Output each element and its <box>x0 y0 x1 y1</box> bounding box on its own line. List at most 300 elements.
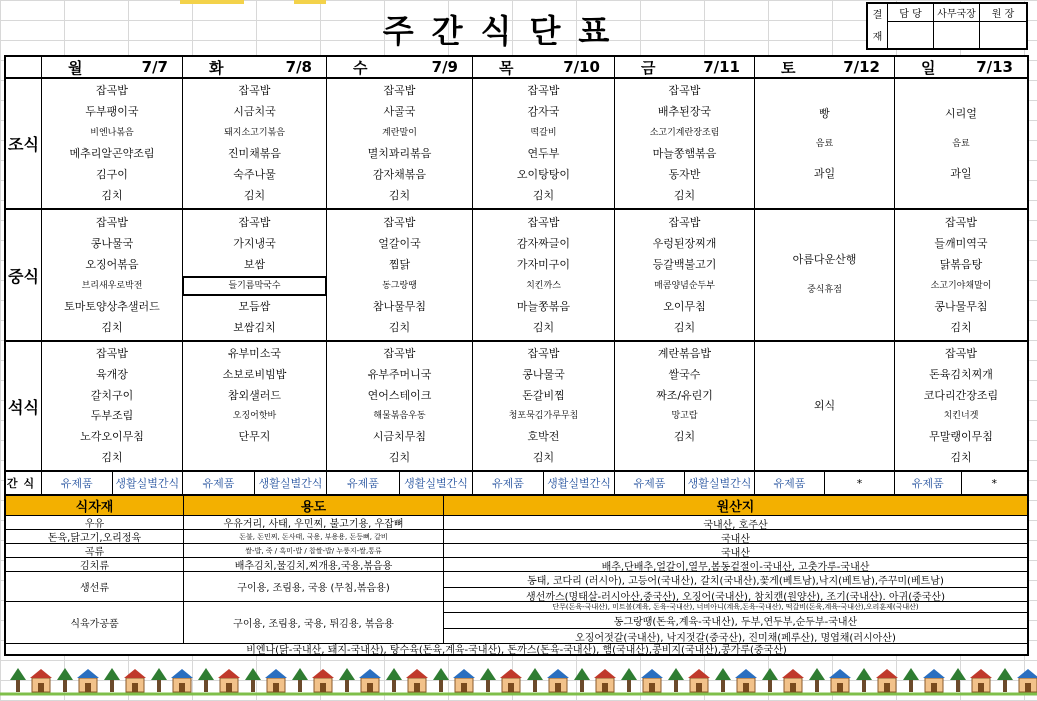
origin-source: 동태, 코다리 (러시아), 고등어(국내산), 갈치(국내산),꽃게(베트남),낙지(베트남),주꾸미(베트남) 생선까스(명태살-러시아산,중국산), 오징어(국내산), 참치캔(원양산), 조기(국내산). 아귀(중국산) <box>444 572 1027 601</box>
house-door-icon <box>508 683 514 692</box>
menu-item: 청포묵김가루무침 <box>508 411 579 422</box>
menu-item: 매콤양념순두부 <box>654 280 715 291</box>
day-header <box>183 57 327 79</box>
house-door-icon <box>179 683 185 692</box>
menu-item: 잡곡밥 <box>96 84 128 98</box>
menu-item: 김치 <box>101 320 123 334</box>
menu-item: 우렁된장찌개 <box>652 236 717 250</box>
menu-item: 감자국 <box>527 105 560 119</box>
menu-item: 모듬쌈 <box>238 299 271 313</box>
menu-item: 진미채볶음 <box>227 146 282 160</box>
house-roof-icon <box>594 669 616 678</box>
menu-item: 가자미구이 <box>516 257 571 271</box>
house-door-icon <box>978 683 984 692</box>
house-door-icon <box>414 683 420 692</box>
tree-trunk-icon <box>533 680 537 692</box>
meal-label-breakfast: 조식 <box>6 79 42 210</box>
tree-trunk-icon <box>63 680 67 692</box>
tree-icon <box>950 668 966 680</box>
house-door-icon <box>85 683 91 692</box>
menu-item: 무말랭이무침 <box>929 429 993 443</box>
origin-use: 돈불, 돈민찌, 돈사태, 국용, 부용용, 돈등뼈, 갈비 <box>184 530 444 543</box>
snack-item: 유제품 <box>492 477 524 490</box>
menu-item: 유부미소국 <box>227 347 282 361</box>
menu-item: 메추리알곤약조림 <box>69 146 155 160</box>
menu-cell-dinner[interactable] <box>327 342 473 472</box>
house-door-icon <box>1025 683 1031 692</box>
house-roof-icon <box>688 669 710 678</box>
menu-item: 잡곡밥 <box>383 215 416 229</box>
tree-icon <box>903 668 919 680</box>
corner-cell <box>6 57 42 79</box>
menu-cell-dinner[interactable] <box>473 342 615 472</box>
origin-category: 우유 <box>6 516 184 529</box>
meal-label-dinner: 석식 <box>6 342 42 472</box>
snack-cell[interactable] <box>473 472 615 494</box>
menu-cell-breakfast[interactable] <box>615 79 755 210</box>
page-title: 주간식단표 <box>382 12 628 50</box>
menu-item: 김치 <box>673 429 696 443</box>
menu-cell-dinner[interactable] <box>183 342 327 472</box>
menu-item: 잡곡밥 <box>96 347 128 361</box>
menu-cell-breakfast[interactable] <box>183 79 327 210</box>
origin-source: 국내산 <box>721 534 750 545</box>
house-roof-icon <box>359 669 381 678</box>
house-roof-icon <box>453 669 475 678</box>
approval-sign-cell[interactable] <box>888 22 934 48</box>
menu-item: 들기름막국수 <box>183 276 327 296</box>
approval-box <box>866 2 1028 50</box>
menu-item: 닭볶음탕 <box>939 257 983 271</box>
tree-trunk-icon <box>392 680 396 692</box>
menu-cell-lunch[interactable] <box>895 210 1027 342</box>
origin-row <box>6 572 1027 602</box>
menu-item: 오징어볶음 <box>85 257 139 271</box>
house-door-icon <box>602 683 608 692</box>
day-date: 7/12 <box>843 58 880 76</box>
tree-icon <box>104 668 120 680</box>
menu-item: 김치 <box>532 188 555 202</box>
day-date: 7/7 <box>141 58 168 76</box>
menu-item: 소고기계란장조림 <box>649 128 720 139</box>
house-door-icon <box>273 683 279 692</box>
tree-trunk-icon <box>674 680 678 692</box>
tree-icon <box>57 668 73 680</box>
house-door-icon <box>649 683 655 692</box>
menu-item: 콩나물국 <box>522 367 565 381</box>
menu-item: 김치 <box>950 320 972 334</box>
menu-cell-dinner[interactable] <box>615 342 755 472</box>
approval-sign-cell[interactable] <box>934 22 980 48</box>
menu-cell-breakfast[interactable] <box>473 79 615 210</box>
menu-item: 숙주나물 <box>233 167 276 181</box>
menu-item: 들깨미역국 <box>934 236 988 250</box>
snack-cell[interactable] <box>327 472 473 494</box>
origin-row <box>6 530 1027 544</box>
menu-item: 코다리간장조림 <box>923 388 999 402</box>
menu-item: 김치 <box>101 188 123 202</box>
day-name: 월 <box>68 58 83 77</box>
origin-category: 김치류 <box>6 558 184 571</box>
house-roof-icon <box>500 669 522 678</box>
menu-item: 음료 <box>952 138 970 149</box>
tree-icon <box>715 668 731 680</box>
tree-icon <box>527 668 543 680</box>
menu-item: 김치 <box>388 320 411 334</box>
menu-cell-dinner[interactable] <box>755 342 895 472</box>
menu-item: 계란말이 <box>382 128 417 139</box>
house-roof-icon <box>829 669 851 678</box>
menu-item: 김치 <box>388 450 411 464</box>
menu-item: 감자채볶음 <box>372 167 427 181</box>
menu-cell-breakfast[interactable] <box>755 79 895 210</box>
approval-label-bottom: 재 <box>868 22 888 48</box>
house-roof-icon <box>406 669 428 678</box>
menu-item: 동그랑땡 <box>382 280 417 291</box>
menu-item: 참외샐러드 <box>227 388 282 402</box>
meal-label-snack: 간식 <box>6 472 42 494</box>
tree-trunk-icon <box>909 680 913 692</box>
origin-category: 돈육,닭고기,오리정육 <box>6 530 184 543</box>
menu-item: 콩나물무침 <box>934 299 988 313</box>
menu-item: 과일 <box>813 166 836 180</box>
day-name: 수 <box>353 58 368 77</box>
tree-trunk-icon <box>1003 680 1007 692</box>
menu-item: 찜닭 <box>388 257 411 271</box>
snack-item: 유제품 <box>60 477 93 490</box>
snack-item: 생활실별간식 <box>684 472 754 494</box>
menu-item: 콩나물국 <box>90 236 134 250</box>
menu-item: 잡곡밥 <box>527 347 560 361</box>
tree-icon <box>151 668 167 680</box>
day-date: 7/9 <box>431 58 458 76</box>
tree-icon <box>668 668 684 680</box>
menu-item: 떡갈비 <box>530 128 557 139</box>
menu-item: 소보로비빔밥 <box>222 367 287 381</box>
menu-cell-breakfast[interactable] <box>327 79 473 210</box>
menu-item: 해물볶음우동 <box>373 411 426 422</box>
menu-item: 보쌈 <box>243 257 266 271</box>
menu-item: 잡곡밥 <box>668 215 701 229</box>
menu-item: 김치 <box>101 450 123 464</box>
menu-item: 잡곡밥 <box>527 84 560 98</box>
menu-item: 과일 <box>950 166 972 180</box>
menu-item: 소고기야채말이 <box>930 280 992 291</box>
origin-source: 국내산, 호주산 <box>703 520 768 531</box>
approval-label-top: 결 <box>868 4 888 22</box>
origin-header-category: 식자재 <box>6 496 184 515</box>
menu-item: 시금치무침 <box>372 429 427 443</box>
origin-use: 우유거리, 사태, 우민찌, 불고기용, 우잡뼈 <box>184 516 444 529</box>
house-roof-icon <box>30 669 52 678</box>
menu-item: 등갈백불고기 <box>652 257 717 271</box>
selected-column-highlight <box>180 0 244 4</box>
tree-trunk-icon <box>815 680 819 692</box>
tree-icon <box>762 668 778 680</box>
menu-item: 마늘쫑볶음 <box>516 299 571 313</box>
approval-sign-cell[interactable] <box>980 22 1026 48</box>
day-date: 7/8 <box>285 58 312 76</box>
menu-cell-lunch[interactable] <box>183 210 327 342</box>
menu-item: 치킨까스 <box>526 280 561 291</box>
menu-item: 돈육김치찌개 <box>929 367 993 381</box>
day-name: 금 <box>641 58 656 77</box>
house-door-icon <box>837 683 843 692</box>
menu-item: 치킨너겟 <box>943 411 979 422</box>
tree-trunk-icon <box>110 680 114 692</box>
menu-item: 김치 <box>673 320 696 334</box>
menu-item: 잡곡밥 <box>383 84 416 98</box>
menu-item: 김치 <box>950 450 972 464</box>
menu-item: 가지냉국 <box>233 236 276 250</box>
tree-icon <box>198 668 214 680</box>
snack-item: 유제품 <box>911 477 944 490</box>
house-roof-icon <box>876 669 898 678</box>
snack-item: 생활실별간식 <box>254 472 326 494</box>
tree-icon <box>386 668 402 680</box>
menu-item: 유부주머니국 <box>367 367 432 381</box>
tree-icon <box>621 668 637 680</box>
tree-trunk-icon <box>486 680 490 692</box>
tree-trunk-icon <box>768 680 772 692</box>
menu-item: 참나물무침 <box>372 299 427 313</box>
menu-item: 마늘쫑햄볶음 <box>652 146 717 160</box>
day-date: 7/10 <box>563 58 600 76</box>
menu-item: 잡곡밥 <box>945 347 977 361</box>
house-door-icon <box>461 683 467 692</box>
menu-item: 토마토양상추샐러드 <box>64 299 160 313</box>
origin-table <box>4 496 1029 656</box>
tree-trunk-icon <box>439 680 443 692</box>
menu-item: 잡곡밥 <box>96 215 128 229</box>
menu-cell-breakfast[interactable] <box>42 79 183 210</box>
weekly-menu-table <box>4 55 1029 496</box>
menu-item: 김구이 <box>96 167 128 181</box>
menu-item: 연어스테이크 <box>367 388 432 402</box>
snack-item: 유제품 <box>347 477 379 490</box>
menu-item: 돈갈비찜 <box>522 388 565 402</box>
tree-icon <box>433 668 449 680</box>
tree-trunk-icon <box>627 680 631 692</box>
menu-cell-lunch[interactable] <box>473 210 615 342</box>
menu-item: 호박전 <box>527 429 560 443</box>
menu-item: 중식휴점 <box>807 285 842 295</box>
menu-item: 갈치구이 <box>90 388 134 402</box>
tree-trunk-icon <box>298 680 302 692</box>
snack-cell[interactable] <box>755 472 895 494</box>
menu-cell-lunch[interactable] <box>327 210 473 342</box>
menu-item: 비엔나볶음 <box>90 128 134 139</box>
menu-item: 김치 <box>388 188 411 202</box>
menu-cell-lunch[interactable] <box>615 210 755 342</box>
house-roof-icon <box>923 669 945 678</box>
snack-item: 유제품 <box>202 477 235 490</box>
menu-cell-lunch[interactable] <box>755 210 895 342</box>
origin-category: 식육가공품 <box>6 602 184 643</box>
house-door-icon <box>790 683 796 692</box>
origin-header <box>6 496 1027 516</box>
house-roof-icon <box>77 669 99 678</box>
snack-cell[interactable] <box>895 472 1027 494</box>
day-name: 화 <box>209 58 224 77</box>
house-roof-icon <box>782 669 804 678</box>
menu-item: 사골국 <box>383 105 416 119</box>
menu-item: 연두부 <box>527 146 560 160</box>
day-header <box>755 57 895 79</box>
snack-item: * <box>824 472 894 494</box>
menu-item: 빵 <box>819 106 830 120</box>
house-door-icon <box>555 683 561 692</box>
menu-item: 시금치국 <box>233 105 276 119</box>
snack-cell[interactable] <box>183 472 327 494</box>
menu-item: 김치 <box>532 320 555 334</box>
tree-trunk-icon <box>956 680 960 692</box>
snack-item: 생활실별간식 <box>543 472 614 494</box>
day-header <box>327 57 473 79</box>
day-header <box>473 57 615 79</box>
snack-item: 생활실별간식 <box>112 472 183 494</box>
snack-cell[interactable] <box>615 472 755 494</box>
menu-cell-breakfast[interactable] <box>895 79 1027 210</box>
house-door-icon <box>743 683 749 692</box>
house-roof-icon <box>218 669 240 678</box>
snack-item: 생활실별간식 <box>399 472 472 494</box>
snack-item: 유제품 <box>633 477 666 490</box>
tree-icon <box>997 668 1013 680</box>
day-date: 7/11 <box>703 58 740 76</box>
menu-item: 잡곡밥 <box>945 215 977 229</box>
menu-item: 음료 <box>815 138 834 149</box>
origin-row <box>6 516 1027 530</box>
house-roof-icon <box>124 669 146 678</box>
house-roof-icon <box>1017 669 1037 678</box>
tree-trunk-icon <box>345 680 349 692</box>
menu-item: 망고랍 <box>671 411 698 422</box>
day-header <box>615 57 755 79</box>
menu-item: 오이무침 <box>663 299 706 313</box>
day-header <box>42 57 183 79</box>
menu-item: 외식 <box>813 399 836 412</box>
day-name: 토 <box>781 58 796 77</box>
tree-icon <box>856 668 872 680</box>
menu-item: 돼지소고기볶음 <box>224 128 285 139</box>
origin-source: 단무(돈육-국내산), 미트볼(계육, 돈육-국내산), 너비아니(계육,돈육-국내산), 떡갈비(돈육,계육-국내산),오리훈제(국내산) 동그랑땡(돈육,계육-국내산), 두부,연두부,순두부-국내산 오징어젓갈(국내산), 낙지젓갈(중국산), 진미채(페루산), 명엽채(러시아산) <box>444 602 1027 643</box>
origin-use: 구이용, 조림용, 국용 (무침,볶음용) <box>184 572 444 601</box>
tree-trunk-icon <box>721 680 725 692</box>
tree-icon <box>480 668 496 680</box>
tree-icon <box>809 668 825 680</box>
tree-trunk-icon <box>580 680 584 692</box>
tree-trunk-icon <box>16 680 20 692</box>
origin-row <box>6 602 1027 644</box>
meal-label-lunch: 중식 <box>6 210 42 342</box>
menu-item: 얼갈이국 <box>378 236 421 250</box>
selected-column-highlight <box>294 0 326 4</box>
origin-row <box>6 544 1027 558</box>
menu-item: 오징어핫바 <box>232 411 277 422</box>
house-roof-icon <box>265 669 287 678</box>
menu-item: 쌀국수 <box>668 367 701 381</box>
house-roof-icon <box>735 669 757 678</box>
house-door-icon <box>931 683 937 692</box>
house-door-icon <box>884 683 890 692</box>
house-roof-icon <box>970 669 992 678</box>
origin-header-origin: 원산지 <box>716 500 755 515</box>
tree-icon <box>339 668 355 680</box>
menu-item: 노각오이무침 <box>80 429 144 443</box>
snack-item: * <box>961 472 1028 494</box>
menu-item: 두부조림 <box>90 409 134 423</box>
tree-trunk-icon <box>204 680 208 692</box>
origin-use: 배추김치,물김치,찌개용,국용,볶음용 <box>184 558 444 571</box>
origin-footer: 비엔나(닭-국내산, 돼지-국내산), 탕수육(돈육,계육-국내산), 돈까스(돈육-국내산), 햄(국내산),콩비지(국내산),콩가루(중국산) <box>246 645 787 656</box>
menu-item: 잡곡밥 <box>238 215 271 229</box>
tree-icon <box>245 668 261 680</box>
day-name: 일 <box>921 58 936 77</box>
menu-item: 김치 <box>243 188 266 202</box>
menu-item: 단무지 <box>238 429 271 443</box>
menu-item: 브리새우로박전 <box>81 280 143 291</box>
menu-cell-dinner[interactable] <box>42 342 183 472</box>
menu-item: 잡곡밥 <box>383 347 416 361</box>
origin-source: 배추,단배추,얼갈이,열무,봄동겉절이-국내산, 고춧가루-국내산 <box>601 562 870 573</box>
menu-item: 육개장 <box>96 367 128 381</box>
origin-header-use: 용도 <box>184 496 444 515</box>
menu-item: 잡곡밥 <box>238 84 271 98</box>
menu-item: 김치 <box>532 450 555 464</box>
origin-use: 구이용, 조림용, 국용, 튀김용, 볶음용 <box>184 602 444 643</box>
origin-source: 국내산 <box>721 548 750 559</box>
house-roof-icon <box>547 669 569 678</box>
menu-item: 오이탕탕이 <box>516 167 571 181</box>
menu-item: 멸치꽈리볶음 <box>367 146 432 160</box>
approval-role: 원 장 <box>980 4 1026 22</box>
menu-cell-dinner[interactable] <box>895 342 1027 472</box>
house-door-icon <box>226 683 232 692</box>
menu-cell-lunch[interactable] <box>42 210 183 342</box>
menu-item: 아름다운산행 <box>792 253 857 266</box>
day-header <box>895 57 1027 79</box>
approval-role: 담 당 <box>888 4 934 22</box>
house-door-icon <box>132 683 138 692</box>
tree-icon <box>292 668 308 680</box>
origin-row <box>6 558 1027 572</box>
house-roof-icon <box>641 669 663 678</box>
menu-item: 감자짜글이 <box>516 236 571 250</box>
house-roof-icon <box>312 669 334 678</box>
origin-category: 생선류 <box>6 572 184 601</box>
house-door-icon <box>367 683 373 692</box>
house-door-icon <box>320 683 326 692</box>
tree-trunk-icon <box>157 680 161 692</box>
tree-icon <box>10 668 26 680</box>
day-name: 목 <box>499 58 514 77</box>
menu-item: 보쌈김치 <box>233 320 276 334</box>
house-door-icon <box>38 683 44 692</box>
tree-trunk-icon <box>251 680 255 692</box>
approval-role: 사무국장 <box>934 4 980 22</box>
snack-cell[interactable] <box>42 472 183 494</box>
origin-use: 쌀-밥, 죽 / 흑미-밥 / 찹쌀-밥/ 누룽지-쌀,통류 <box>184 544 444 557</box>
house-roof-icon <box>171 669 193 678</box>
origin-category: 곡류 <box>6 544 184 557</box>
tree-trunk-icon <box>862 680 866 692</box>
snack-item: 유제품 <box>773 477 806 490</box>
menu-item: 김치 <box>673 188 696 202</box>
menu-item: 배추된장국 <box>657 105 712 119</box>
menu-item: 시리얼 <box>945 106 977 120</box>
menu-item: 잡곡밥 <box>668 84 701 98</box>
